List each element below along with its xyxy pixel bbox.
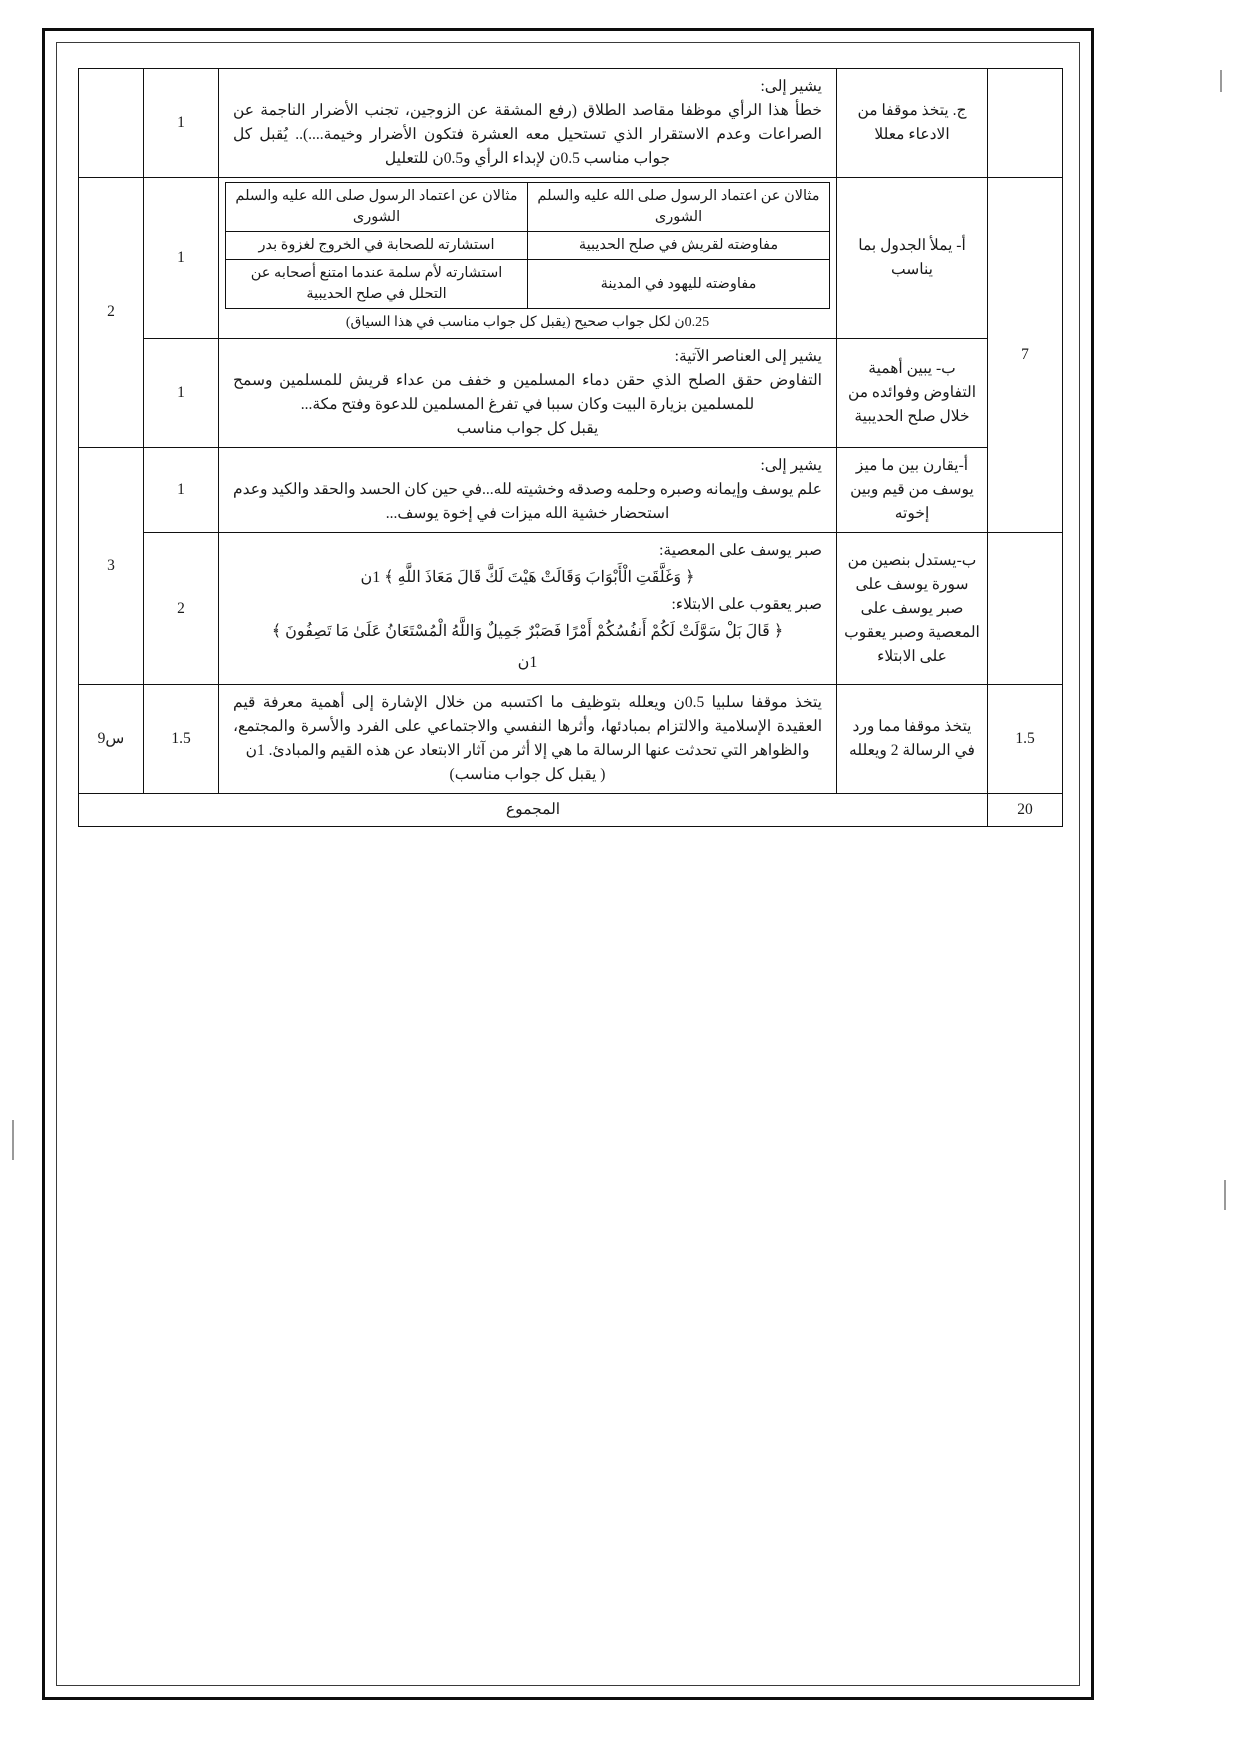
cell-mark-total	[988, 69, 1063, 178]
table-row	[79, 447, 1063, 532]
inner-header-left: مثالان عن اعتماد الرسول صلى الله عليه والسلم الشورى	[226, 183, 528, 232]
table-row	[79, 69, 1063, 178]
answer-body: خطأ هذا الرأي موظفا مقاصد الطلاق (رفع المشقة عن الزوجين، تجنب الأضرار الناجمة عن الصراعات وعدم الاستقرار الذي تستحيل معه العشرة فتكون الأضرار وخيمة....).. يُقبل كل جواب مناسب 0.5ن لإبداء الرأي و0.5ن للتعليل	[233, 102, 822, 168]
cell-mark-total: 7	[988, 178, 1063, 533]
cell-answer	[219, 685, 837, 794]
scoring-note: 0.25ن لكل جواب صحيح (يقبل كل جواب مناسب في هذا السياق)	[345, 315, 710, 331]
answer-body: يتخذ موقفا سلبيا 0.5ن ويعلله بتوظيف ما اكتسبه من خلال الإشارة إلى أهمية معرفة قيم العقيدة الإسلامية والالتزام بمبادئها، وأثرها النفسي والاجتماعي على الفرد والأسرة والمجتمع، والظواهر التي تحدثت عنها الرسالة ما هي إلا أثر من آثار الابتعاد عن هذه القيم والمبادئ. 1ن	[233, 694, 822, 760]
table-total-row	[79, 794, 1063, 827]
grading-table	[78, 68, 1063, 827]
edge-mark-right-lower	[1224, 1180, 1226, 1210]
cell-topic: ب-يستدل بنصين من سورة يوسف على صبر يوسف على المعصية وصبر يعقوب على الابتلاء	[837, 532, 988, 684]
cell-mark-sub: 1	[144, 338, 219, 447]
edge-mark-mid-left	[12, 1120, 14, 1160]
inner-header-right: مثالان عن اعتماد الرسول صلى الله عليه والسلم الشورى	[528, 183, 830, 232]
quran-verse-2: ﴿ قَالَ بَلْ سَوَّلَتْ لَكُمْ أَنفُسُكُمْ أَمْرًا فَصَبْرٌ جَمِيلٌ وَاللَّهُ الْمُسْتَعَانُ عَلَىٰ مَا تَصِفُونَ ﴾	[271, 623, 784, 641]
grading-table-wrapper	[78, 68, 1063, 827]
inner-cell: استشارته لأم سلمة عندما امتنع أصحابه عن التحلل في صلح الحديبية	[226, 260, 528, 309]
table-row	[79, 532, 1063, 684]
inner-cell: مفاوضته لقريش في صلح الحديبية	[528, 232, 830, 260]
cell-answer-verses	[219, 532, 837, 684]
cell-topic: ب- يبين أهمية التفاوض وفوائده من خلال صلح الحديبية	[837, 338, 988, 447]
inner-row	[226, 260, 830, 309]
quran-verse-1: ﴿ وَغَلَّقَتِ الْأَبْوَابَ وَقَالَتْ هَيْتَ لَكَّ قَالَ مَعَاذَ اللَّهِ ﴾ 1ن	[360, 568, 695, 586]
cell-mark-total: 1.5	[988, 685, 1063, 794]
answer-lead: يشير إلى:	[760, 456, 822, 474]
total-label: المجموع	[79, 794, 988, 827]
cell-question-number: 2	[79, 178, 144, 448]
cell-mark-sub: 1.5	[144, 685, 219, 794]
cell-answer	[219, 338, 837, 447]
cell-mark-sub: 1	[144, 447, 219, 532]
table-row	[79, 338, 1063, 447]
cell-mark-sub: 2	[144, 532, 219, 684]
cell-question-number: 3	[79, 447, 144, 684]
quran-verse-2-mark: 1ن	[517, 653, 538, 671]
cell-mark-total	[988, 532, 1063, 684]
cell-mark-sub: 1	[144, 178, 219, 339]
edge-mark-top-right	[1220, 70, 1222, 92]
cell-topic-label: يتخذ موقفا مما ورد في الرسالة 2 ويعلله	[849, 718, 975, 760]
cell-answer	[219, 69, 837, 178]
cell-question-number: س9	[79, 685, 144, 794]
cell-answer	[219, 447, 837, 532]
cell-topic: أ- يملأ الجدول بما يناسب	[837, 178, 988, 339]
cell-answer-with-inner-table	[219, 178, 837, 339]
sample-inner-table	[225, 182, 830, 309]
cell-topic: أ-يقارن بين ما ميز يوسف من قيم وبين إخوته	[837, 447, 988, 532]
inner-cell: استشارته للصحابة في الخروج لغزوة بدر	[226, 232, 528, 260]
inner-cell: مفاوضته لليهود في المدينة	[528, 260, 830, 309]
verse-lead-2: صبر يعقوب على الابتلاء:	[671, 596, 822, 614]
table-row	[79, 178, 1063, 339]
answer-body: علم يوسف وإيمانه وصبره وحلمه وصدقه وخشيته لله...في حين كان الحسد والحقد والكيد وعدم استحضار خشية الله ميزات في إخوة يوسف...	[233, 480, 822, 522]
answer-note: ( يقبل كل جواب مناسب)	[449, 766, 606, 784]
total-value: 20	[988, 794, 1063, 827]
table-row	[79, 685, 1063, 794]
answer-body: التفاوض حقق الصلح الذي حقن دماء المسلمين و خفف من عداء قريش للمسلمين وسمح للمسلمين بزيارة البيت وكان سببا في تفرغ المسلمين للدعوة وفتح مكة...	[233, 371, 822, 413]
answer-lead: يشير إلى:	[760, 78, 822, 95]
inner-row	[226, 232, 830, 260]
answer-note: يقبل كل جواب مناسب	[456, 419, 599, 437]
answer-lead: يشير إلى العناصر الآتية:	[674, 347, 822, 365]
verse-lead-1: صبر يوسف على المعصية:	[659, 541, 822, 559]
cell-topic: ج. يتخذ موقفا من الادعاء معللا	[837, 69, 988, 178]
cell-question-number	[79, 69, 144, 178]
cell-topic	[837, 685, 988, 794]
inner-header-row	[226, 183, 830, 232]
cell-mark-sub: 1	[144, 69, 219, 178]
